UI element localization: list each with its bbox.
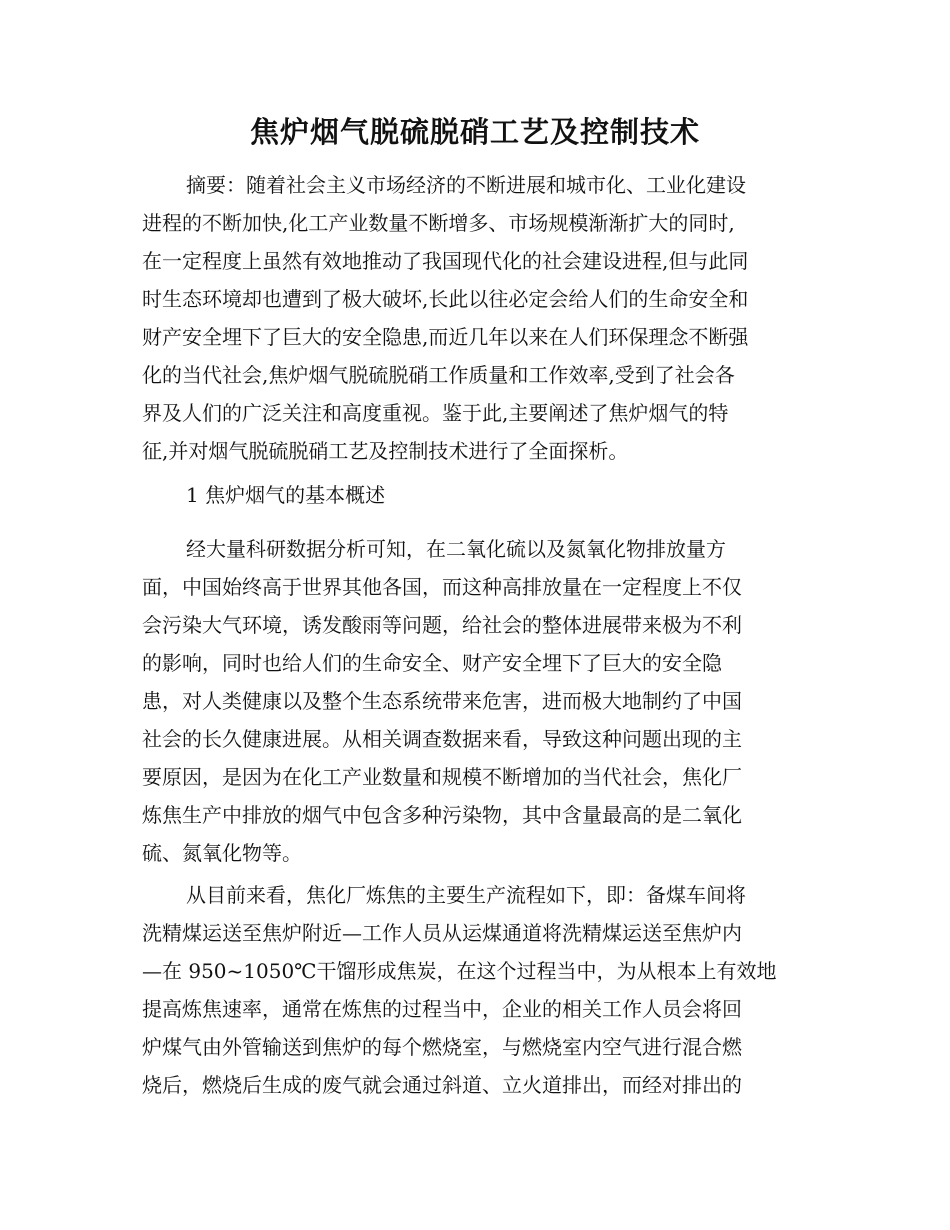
body-paragraph-1 bbox=[142, 530, 822, 872]
paragraph-line: 患，对人类健康以及整个生态系统带来危害，进而极大地制约了中国 bbox=[142, 689, 742, 713]
paragraph-line: 炼焦生产中排放的烟气中包含多种污染物，其中含量最高的是二氧化 bbox=[142, 803, 742, 827]
paragraph-line: 面，中国始终高于世界其他各国，而这种高排放量在一定程度上不仅 bbox=[142, 575, 742, 599]
paragraph-line: 提高炼焦速率，通常在炼焦的过程当中，企业的相关工作人员会将回 bbox=[142, 997, 742, 1021]
paragraph-line: 的影响，同时也给人们的生命安全、财产安全埋下了巨大的安全隐 bbox=[142, 651, 722, 675]
abstract-line: 界及人们的广泛关注和高度重视。鉴于此,主要阐述了焦炉烟气的特 bbox=[142, 401, 729, 425]
abstract-line: 时生态环境却也遭到了极大破坏,长此以往必定会给人们的生命安全和 bbox=[142, 287, 749, 311]
abstract-line: 进程的不断加快,化工产业数量不断增多、市场规模渐渐扩大的同时, bbox=[142, 211, 735, 235]
paragraph-line: 烧后，燃烧后生成的废气就会通过斜道、立火道排出，而经对排出的 bbox=[142, 1073, 742, 1097]
body-paragraph-2 bbox=[142, 876, 822, 1104]
abstract-paragraph bbox=[142, 166, 822, 470]
section-heading bbox=[142, 476, 822, 514]
abstract-line: 化的当代社会,焦炉烟气脱硫脱硝工作质量和工作效率,受到了社会各 bbox=[142, 363, 735, 387]
abstract-line: 财产安全埋下了巨大的安全隐患,而近几年以来在人们环保理念不断强 bbox=[142, 325, 749, 349]
abstract-line: 摘要：随着社会主义市场经济的不断进展和城市化、工业化建设 bbox=[186, 173, 746, 197]
paragraph-line: 社会的长久健康进展。从相关调查数据来看，导致这种问题出现的主 bbox=[142, 727, 742, 751]
section-heading-text: 1 焦炉烟气的基本概述 bbox=[186, 483, 386, 507]
abstract-line: 在一定程度上虽然有效地推动了我国现代化的社会建设进程,但与此同 bbox=[142, 249, 749, 273]
paragraph-line: 洗精煤运送至焦炉附近—工作人员从运煤通道将洗精煤运送至焦炉内 bbox=[142, 921, 742, 945]
abstract-line: 征,并对烟气脱硫脱硝工艺及控制技术进行了全面探析。 bbox=[142, 439, 629, 463]
paragraph-line: 硫、氮氧化物等。 bbox=[142, 841, 302, 865]
paragraph-line: 从目前来看，焦化厂炼焦的主要生产流程如下，即：备煤车间将 bbox=[186, 883, 746, 907]
paragraph-line: —在 950~1050℃干馏形成焦炭，在这个过程当中，为从根本上有效地 bbox=[142, 959, 777, 983]
document-title: 焦炉烟气脱硫脱硝工艺及控制技术 bbox=[249, 115, 700, 149]
paragraph-line: 要原因，是因为在化工产业数量和规模不断增加的当代社会，焦化厂 bbox=[142, 765, 742, 789]
paragraph-line: 炉煤气由外管输送到焦炉的每个燃烧室，与燃烧室内空气进行混合燃 bbox=[142, 1035, 742, 1059]
paragraph-line: 经大量科研数据分析可知，在二氧化硫以及氮氧化物排放量方 bbox=[186, 537, 726, 561]
paragraph-line: 会污染大气环境，诱发酸雨等问题，给社会的整体进展带来极为不利 bbox=[142, 613, 742, 637]
